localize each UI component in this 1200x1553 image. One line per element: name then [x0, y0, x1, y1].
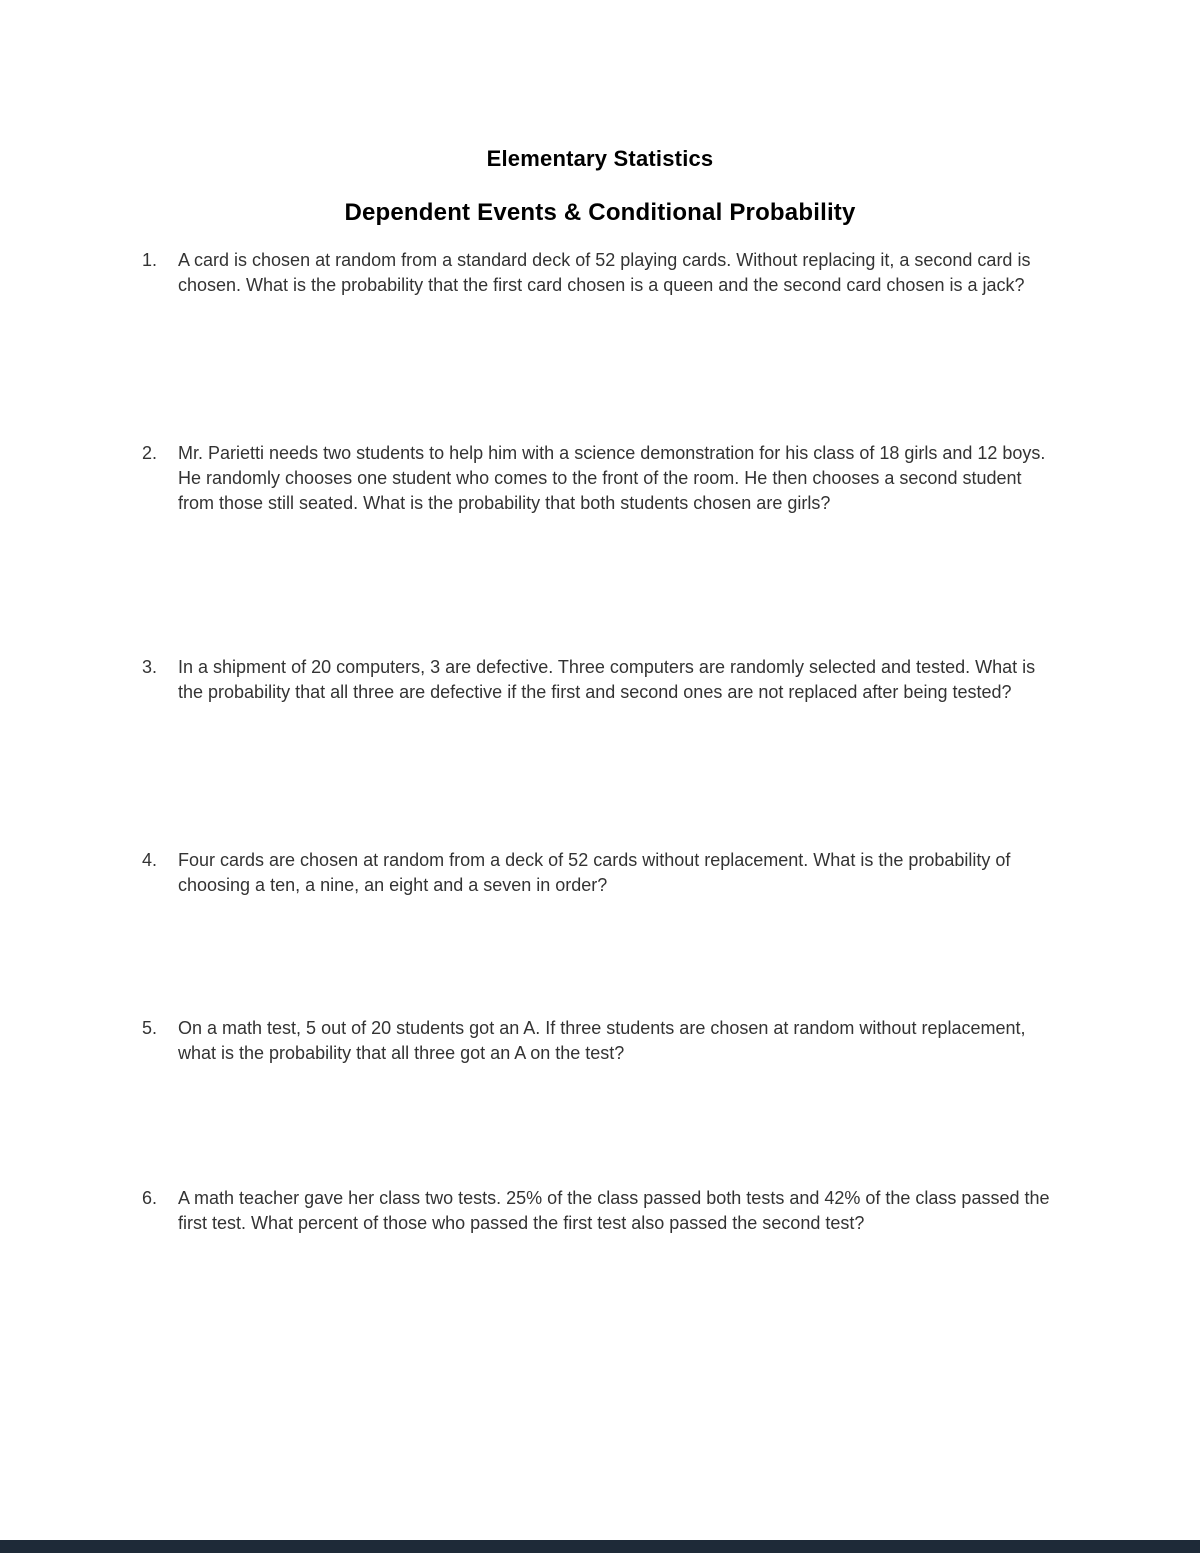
problem-text: Four cards are chosen at random from a deck of 52 cards without replacement. What is the probability of choosing a ten, a nine, an eight and a seven in order?: [178, 850, 1011, 895]
problem-number: 4.: [142, 850, 158, 870]
problem-item-2: [142, 441, 1052, 516]
problem-text: In a shipment of 20 computers, 3 are defective. Three computers are randomly selected and tested. What is the probability that all three are defective if the first and second ones are not replaced after being tested?: [178, 657, 1036, 702]
problem-item-6: [142, 1186, 1052, 1236]
page-bottom-bar: [0, 1540, 1200, 1553]
problem-text: A math teacher gave her class two tests. 25% of the class passed both tests and 42% of the class passed the first test. What percent of those who passed the first test also passed the second test?: [178, 1188, 1050, 1233]
worksheet-subtitle: Dependent Events & Conditional Probability: [344, 199, 856, 226]
problem-text: A card is chosen at random from a standard deck of 52 playing cards. Without replacing it, a second card is chosen. What is the probability that the first card chosen is a queen and the second card chosen is a jack?: [178, 250, 1031, 295]
problem-number: 6.: [142, 1188, 158, 1208]
problem-item-5: [142, 1016, 1052, 1066]
problem-number: 5.: [142, 1018, 158, 1038]
problem-number: 3.: [142, 657, 158, 677]
problem-number: 2.: [142, 443, 158, 463]
problem-text: On a math test, 5 out of 20 students got an A. If three students are chosen at random without replacement, what is the probability that all three got an A on the test?: [178, 1018, 1026, 1063]
worksheet-title: Elementary Statistics: [486, 146, 714, 171]
problem-item-4: [142, 848, 1052, 898]
problem-number: 1.: [142, 250, 158, 270]
problem-item-3: [142, 655, 1052, 705]
problem-text: Mr. Parietti needs two students to help him with a science demonstration for his class of 18 girls and 12 boys. He randomly chooses one student who comes to the front of the room. He then chooses a second student from those still seated. What is the probability that both students chosen are girls?: [178, 443, 1046, 513]
problem-item-1: [142, 248, 1052, 298]
